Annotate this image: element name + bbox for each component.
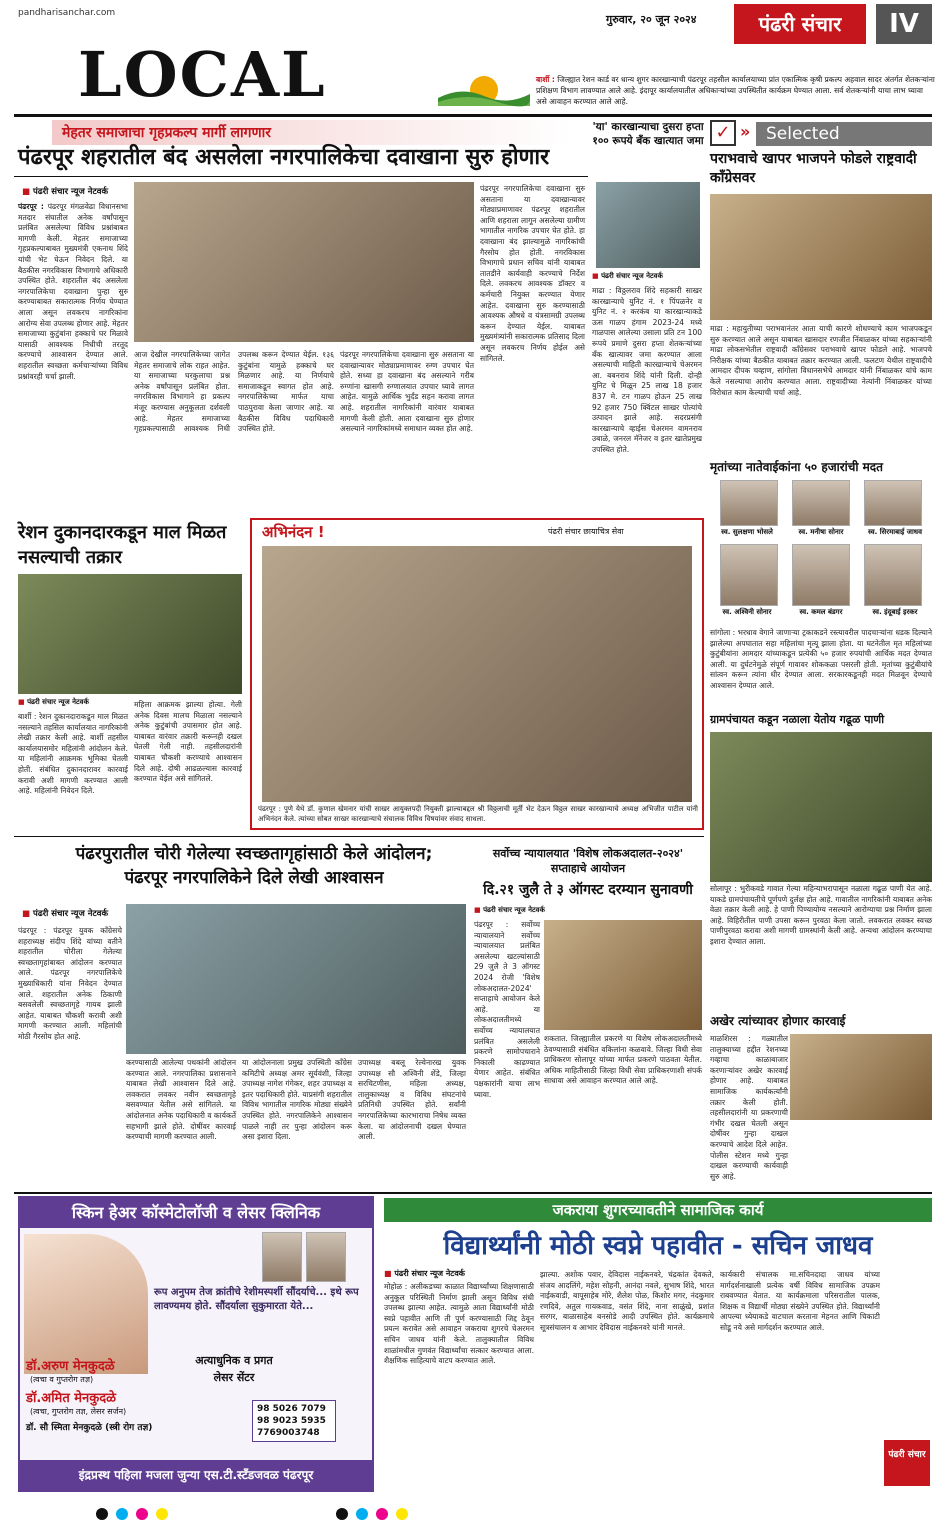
toilets-headline: पंढरपुरातील चोरी गेलेल्या स्वच्छतागृहांसाठी केले आंदोलन; पंढरपूर नगरपालिकेने दिले लेखी आश्वासन xyxy=(75,844,433,888)
toilets-photo xyxy=(126,904,466,1054)
lead-byline: ■ पंढरी संचार न्यूज नेटवर्क xyxy=(22,186,108,197)
registration-mark xyxy=(396,1508,408,1520)
farm-sun-icon xyxy=(438,64,530,106)
check-icon: ✓ xyxy=(710,120,736,146)
abhinandan-caption: पंढरपूर : पुणे येथे डॉ. कुणाल खेमनार यांची साखर आयुक्तपदी नियुक्ती झाल्याबद्दल श्री विठ्ठलाची मूर्ती भेट देऊन विठ्ठल साखर कारखान्याचे अध्यक्ष अभिजीत पाटील यांनी अभिनंदन केले. त्यांच्या सोबत साखर कारखान्याचे संचालक विविध विषयांवर संवाद साधला. xyxy=(258,805,698,823)
abhinandan-label: अभिनंदन ! xyxy=(262,523,325,541)
registration-mark xyxy=(376,1508,388,1520)
doctor-3: डॉ. सौ स्मिता मेनकुदळे (स्त्री रोग तज्ञ) xyxy=(26,1423,153,1433)
phone-3[interactable]: 7769003748 xyxy=(257,1428,320,1438)
ration-text-2: महिला आक्रमक झाल्या होत्या. गेली अनेक दिवस मालच मिळाला नसल्याने अनेक कुटुंबांची उपासमार होत आहे. याबाबत वारंवार तक्रारी करूनही दखल घेतली गेली नाही. तहसीलदारांनी याबाबत चौकशी करण्याचे आश्वासन दिले आहे. दोषी आढळल्यास कारवाई करण्यात येईल असे सांगितले. xyxy=(134,700,242,784)
model-photo xyxy=(24,1234,148,1374)
portrait-caption: स्व. अश्विनी सोनार xyxy=(722,608,772,616)
page-number: IV xyxy=(876,4,932,44)
doctor-1-sub: (त्वचा व गुप्तरोग तज्ञ) xyxy=(30,1375,94,1384)
lead-kicker: मेहतर समाजाचा गृहप्रकल्प मार्गी लागणार xyxy=(52,120,572,145)
doctor-photo xyxy=(262,1232,302,1282)
sugar-byline: ■ पंढरी संचार न्यूज नेटवर्क xyxy=(592,272,663,281)
gram-headline: ग्रामपंचायत कडून नळाला येतोय गढूळ पाणी xyxy=(710,713,885,726)
portrait xyxy=(864,544,922,606)
clinic-tagline: रूप अनुपम तेज क्रांतीचे रेशीमस्पर्शी सौंदर्याचे... इथे रूप लावण्यमय होते. सौंदर्याला सुकुमारता येते... xyxy=(154,1287,359,1312)
gram-text: सोलापूर : भुरीकवडे गावात गेल्या महिन्याभरापासून नळाला गढूळ पाणी येत आहे. याकडे ग्रामपंचायतीचे पूर्णपणे दुर्लक्ष होत आहे. गावातील नागरिकांनी याबाबत अनेक वेळा तक्रार केली आहे. हे पाणी पिण्यायोग्य नसल्याने आरोग्याचा प्रश्न निर्माण झाला आहे. विहिरीतील पाणी उपसा करून पुरवठा केला जातो. लवकरात लवकर स्वच्छ पाणीपुरवठा करावा अशी मागणी ग्रामस्थांनी केली आहे. अन्यथा आंदोलन करण्याचा इशारा देण्यात आला. xyxy=(710,884,932,946)
toilets-text-3: या आंदोलनाला प्रमुख उपस्थिती काँग्रेस कमिटीचे अध्यक्ष अमर सूर्यवंशी, जिल्हा उपाध्यक्ष नागेश गंगेकर, शहर उपाध्यक्ष व इतर पदाधिकारी होते. याप्रसंगी शहरातील विविध भागातील नागरिक मोठ्या संख्येने उपस्थित होते. नगरपालिकेने आश्वासन पाळले नाही तर पुन्हा आंदोलन करू असा इशारा दिला. xyxy=(242,1058,352,1142)
selected-text: माढा : महायुतीच्या पराभवानंतर आता याची कारणे शोधण्याचे काम भाजपकडून सुरु करण्यात आले असून याबाबत खासदार रणजीत निंबाळकर यांच्या सहकाऱ्यांनी माढा लोकसभेतील राष्ट्रवादी काँग्रेसवर पराभवाचे खापर फोडले आहे. भाजपचे निरीक्षक यांच्या बैठकीत याबाबत तक्रार करण्यात आली. फलटण येथील राष्ट्रवादीचे आमदार दीपक चव्हाण, सांगोला विधानसभेचे आमदार यांनी निंबाळकर यांचे काम केले नसल्याचा आरोप करण्यात आला. राष्ट्रवादीच्या नेत्यांनी निंबाळकर यांच्या विरोधात काम केल्याची चर्चा आहे. xyxy=(710,324,932,397)
clinic-address: इंद्रप्रस्थ पहिला मजला जुन्या एस.टी.स्टँडजवळ पंढरपूर xyxy=(20,1460,372,1490)
toilets-text-1: पंढरपूर : पंढरपूर युवक काँग्रेसचे शहराध्यक्ष संदीप शिंदे यांच्या वतीने शहरातील चोरीला गेलेल्या स्वच्छतागृहांबाबत आंदोलन करण्यात आले. पंढरपूर नगरपालिकेचे मुख्याधिकारी यांना निवेदन देण्यात आले. शहरातील अनेक ठिकाणी बसवलेली स्वच्छतागृहे गायब झाली आहेत. याबाबत चौकशी करावी अशी मागणी करण्यात आली. महिलांची मोठी गैरसोय होत आहे. xyxy=(18,926,122,1041)
lead-text-1 xyxy=(18,202,128,512)
lead-photo xyxy=(134,182,474,342)
sugar-text: माढा : विठ्ठलराव शिंदे सहकारी साखर कारखान्याचे युनिट नं. १ पिंपळनेर व युनिट नं. २ करकंब या कारखान्याकडे ऊस गाळप हंगाम 2023-24 मध्ये गाळपास आलेल्या उसाला प्रति टन 100 रूपये प्रमाणे दुसरा हप्ता शेतकऱ्यांच्या बँक खात्यावर जमा करण्यात आला असल्याची माहिती कारखान्याचे चेअरमन आ. बबनराव शिंदे यांनी दिली. दोन्ही युनिट चे मिळून 25 लाख 18 हजार 837 मे. टन गाळप होऊन 25 लाख 92 हजार 750 क्विंटल साखर पोत्यांचे उत्पादन झाले आहे. सदरप्रसंगी कारखान्याचे व्हाईस चेअरमन वामनराव उबाळे, जनरल मॅनेजर व इतर खातेप्रमुख उपस्थित होते. xyxy=(592,286,702,454)
jakaraya-text-1: मोहोळ : अलीकडच्या काळात विद्यार्थ्यांच्या शिक्षणासाठी अनुकूल परिस्थिती निर्माण झाली असून विविध संधी उपलब्ध झाल्या आहेत. त्यामुळे आता विद्यार्थ्यांनी मोठी स्वप्ने पहावीत आणि ती पूर्ण करण्यासाठी जिद्द ठेवून प्रयत्न करावेत असे आवाहन जकराया शुगरचे चेअरमन सचिन जाधव यांनी केले. तालुक्यातील विविध शाळांमधील गुणवंत विद्यार्थ्यांचा सत्कार करण्यात आला. शैक्षणिक साहित्याचे वाटप करण्यात आले. xyxy=(384,1282,534,1366)
abhinandan-photo xyxy=(262,546,692,802)
portrait-caption: स्व. सिरमाबाई जाधव xyxy=(867,528,922,536)
site-url[interactable]: pandharisanchar.com xyxy=(18,8,116,18)
phone-1[interactable]: 98 5026 7079 xyxy=(257,1404,326,1414)
laser-feature: अत्याधुनिक व प्रगत लेसर सेंटर xyxy=(195,1354,273,1384)
court-headline: दि.२१ जुलै ते ३ ऑगस्ट दरम्यान सुनावणी xyxy=(483,882,693,898)
brief-text: जिल्ह्यात रेशन कार्ड वर धान्य शुगर कारखान्याची पंढरपूर तहसील कार्यालयाच्या प्रांत एकात्मिक कृषी प्रकल्प अहवाल सादर अंतर्गत शेतकऱ्यांना प्रशिक्षण विभाग लावण्यात आले आहे. इंदापूर कार्यालयातील अधिकाऱ्यांच्या उपस्थितीत कार्यक्रम घेण्यात आला. सर्व शेतकऱ्यांनी याचा लाभ घ्यावा असे आवाहन करण्यात आले आहे. xyxy=(536,75,935,106)
brand-badge xyxy=(884,1440,930,1486)
lead-headline: पंढरपूर शहरातील बंद असलेला नगरपालिकेचा दवाखाना सुरु होणार xyxy=(18,145,550,170)
lead-text-4: पंढरपूर नगरपालिकेचा दवाखाना सुरु असताना या दवाखान्यावर मोठ्याप्रमाणावर रुग्ण उपचार घेत होते. सध्या हा दवाखाना बंद असल्याने गरीब रुग्णांना खासगी रुग्णालयात उपचार घ्यावे लागत आहेत. यामुळे आर्थिक भुर्दंड सहन करावा लागत आहे. शहरातील नागरिकांनी वारंवार याबाबत मागणी केली होती. आता दवाखाना सुरु होणार असल्याने नागरिकांमध्ये समाधान व्यक्त होत आहे. xyxy=(340,350,474,434)
phone-numbers[interactable] xyxy=(252,1400,336,1442)
portrait xyxy=(792,480,850,526)
registration-mark xyxy=(136,1508,148,1520)
ration-photo xyxy=(18,574,242,694)
court-byline: ■ पंढरी संचार न्यूज नेटवर्क xyxy=(474,906,545,915)
portrait-caption: स्व. इंदूबाई इरकर xyxy=(872,608,918,616)
lead-text-3: आज देखील नगरपालिकेच्या जागेत मेहतर समाजाचे लोक राहत आहेत. या समाजाच्या घरकुलाचा प्रश्न अनेक वर्षांपासून प्रलंबित होता. नगरविकास विभागाने हा प्रकल्प मंजूर करण्यास अनुकूलता दर्शवली आहे. मेहतर समाजाच्या गृहप्रकल्पासाठी आवश्यक निधी उपलब्ध करून देण्यात येईल. १३६ कुटुंबांना यामुळे हक्काचे घर मिळणार आहे. या निर्णयाचे समाजाकडून स्वागत होत आहे. नगरपालिकेच्या मार्फत याचा पाठपुरावा केला जाणार आहे. या बैठकीस विविध पदाधिकारी उपस्थित होते. xyxy=(134,350,334,434)
issue-date: गुरुवार, २० जून २०२४ xyxy=(606,13,697,26)
doctor-photo xyxy=(306,1232,346,1282)
portrait-caption: स्व. सुलक्षणा भोसले xyxy=(721,528,773,536)
karvai-headline: अखेर त्यांच्यावर होणार कारवाई xyxy=(710,1014,846,1028)
doctor-2-sub: (त्वचा, गुप्तरोग तज्ञ, लेसर सर्जन) xyxy=(30,1407,127,1416)
registration-mark xyxy=(336,1508,348,1520)
photo-credit: पंढरी संचार छायाचित्र सेवा xyxy=(548,527,624,536)
brand-badge-text: पंढरी संचार xyxy=(888,1450,926,1460)
portrait xyxy=(720,480,778,526)
portrait-caption: स्व. मनीषा सोनार xyxy=(798,528,844,536)
header-rule xyxy=(14,114,932,117)
karvai-photo xyxy=(790,1034,932,1120)
mortal-text: सांगोला : भरधाव वेगाने जाणाऱ्या ट्रकाकडने रस्त्यावरील पादचाऱ्यांना धडक दिल्याने झालेल्या अपघातात सहा महिलांचा मृत्यू झाला होता. या घटनेतील मृत महिलांच्या कुटुंबीयांना आमदार यांच्याकडून प्रत्येकी ५० हजार रुपयांची आर्थिक मदत देण्यात आली. या दुर्घटनेमुळे संपूर्ण गावावर शोककळा पसरली होती. मृतांच्या कुटुंबीयांचे सांत्वन करून त्यांना धीर देण्यात आला. सरकारकडूनही मदत मिळवून देण्याचे आश्वासन देण्यात आले. xyxy=(710,628,932,690)
gavel-photo xyxy=(544,920,702,1030)
registration-mark xyxy=(116,1508,128,1520)
selected-tag: Selected xyxy=(756,122,932,146)
jakaraya-text-3: कार्यकारी संचालक मा.सचिनदादा जाधव यांच्या मार्गदर्शनाखाली प्रत्येक वर्षी विविध सामाजिक उपक्रम राबवण्यात येतात. या कार्यक्रमाला परिसरातील पालक, शिक्षक व विद्यार्थी मोठ्या संख्येने उपस्थित होते. विद्यार्थ्यांनी आपल्या ध्येयाकडे वाटचाल करताना मेहनत आणि चिकाटी सोडू नये असे मार्गदर्शन करण्यात आले. xyxy=(720,1270,880,1332)
court-kicker: सर्वोच्च न्यायालयात 'विशेष लोकअदालत-२०२४' सप्ताहाचे आयोजन xyxy=(492,847,684,875)
ration-byline: ■ पंढरी संचार न्यूज नेटवर्क xyxy=(18,698,89,707)
registration-mark xyxy=(356,1508,368,1520)
lead-body-1: पंढरपूर मंगळवेढा विधानसभा मतदार संघातील अनेक वर्षांपासून प्रलंबित असलेल्या विविध प्रश्नांबाबत मागणी केली. मेहतर समाजाच्या गृहप्रकल्पाबाबत मुख्यमंत्री एकनाथ शिंदे यांची भेट घेऊन निवेदन दिले. या बैठकीस नगरविकास विभागाचे अधिकारी उपस्थित होते. शहरातील बंद असलेला नगरपालिकेचा दवाखाना पुन्हा सुरु करण्याबाबत सकारात्मक निर्णय घेण्यात आला असून लवकरच नागरिकांना आरोग्य सेवा उपलब्ध होणार आहे. मेहतर समाजाच्या कुटुंबांना हक्काचे घर मिळावे यासाठी आवश्यक निधीची तरतूद करण्याचे आश्वासन देण्यात आले. शहरातील स्वच्छता कर्मचाऱ्यांच्या विविध प्रश्नांवरही चर्चा झाली. xyxy=(18,202,128,381)
jakaraya-headline: विद्यार्थ्यांनी मोठी स्वप्ने पहावीत - सचिन जाधव xyxy=(443,1231,873,1261)
gram-photo xyxy=(710,732,932,882)
mid-rule xyxy=(14,836,704,837)
court-text-1: पंढरपूर : सर्वोच्च न्यायालयाने सर्वोच्च न्यायालयात प्रलंबित असलेल्या खटल्यांसाठी 29 जुलै ते 3 ऑगस्ट 2024 रोजी 'विशेष लोकअदालत-2024' सप्ताहाचे आयोजन केले आहे. या लोकअदालतीमध्ये सर्वोच्च न्यायालयात प्रलंबित असलेली प्रकरणे सामोपचाराने निकाली काढण्यात येणार आहेत. संबंधित पक्षकारांनी याचा लाभ घ्यावा. xyxy=(474,920,540,1099)
toilets-text-4: उपाध्यक्ष बबलू रेल्वेनारख युवक उपाध्यक्ष सौ अश्विनी शेंडे, जिल्हा सरचिटणीस, महिला अध्यक्ष, तालुकाध्यक्ष व विविध संघटनांचे प्रतिनिधी उपस्थित होते. सर्वांनी नगरपालिकेच्या कारभाराचा निषेध व्यक्त केला. या आंदोलनाची दखल घेण्यात आली. xyxy=(358,1058,466,1142)
selected-photo xyxy=(710,194,932,320)
lead-text-2: पंढरपूर नगरपालिकेचा दवाखाना सुरु असताना या दवाखान्यावर मोठ्याप्रमाणावर पंढरपूर शहरातील आणि शहराला लागून असलेल्या ग्रामीण भागातील नागरिक उपचार घेत होते. हा दवाखाना बंद झाल्यामुळे नागरिकांची गैरसोय होत होती. नगरविकास विभागाचे प्रधान सचिव यांनी याबाबत तातडीने कार्यवाही करण्याचे निर्देश दिले. लवकरच आवश्यक डॉक्टर व कर्मचारी नियुक्त करण्यात येणार आहेत. दवाखाना सुरु करण्यासाठी आवश्यक औषधे व यंत्रसामग्री उपलब्ध करून देण्यात येईल. याबाबत मुख्यमंत्र्यांनी सकारात्मक प्रतिसाद दिला असून लवकरच निर्णय होईल असे सांगितले. xyxy=(480,184,585,363)
mortal-headline: मृतांच्या नातेवाईकांना ५० हजारांची मदत xyxy=(710,460,884,474)
portrait xyxy=(864,480,922,526)
phone-2[interactable]: 98 9023 5935 xyxy=(257,1416,326,1426)
jakaraya-text-2: झाल्या. अशोक पवार, देविदास नाईकनवरे, चंद्रकांत देवकते, संजय आदलिंगे, महेश सोहनी, आनंदा नवले, सुभाष शिंदे, भारत नाईकवाडी, बापूसाहेब मोरे, शैलेश पोळ, किशोर मगर, नंदकुमार रणदिवे, अतुल गायकवाड, वसंत शिंदे, नाना साळुंखे, प्रशांत सरगर, बाळासाहेब बनसोडे आदी उपस्थित होते. कार्यक्रमाचे सूत्रसंचालन व आभार देविदास नाईकनवरे यांनी मानले. xyxy=(540,1270,714,1332)
court-text-2: शकतात. जिल्ह्यातील प्रकरणे या विशेष लोकअदालतीमध्ये ठेवण्यासाठी संबंधित वकिलांना कळवावे. जिल्हा विधी सेवा प्राधिकरण सोलापूर यांच्या मार्फत प्रकरणे पाठवता येतील. अधिक माहितीसाठी जिल्हा विधी सेवा प्राधिकरणाशी संपर्क साधावा असे आवाहन करण्यात आले आहे. xyxy=(544,1034,702,1086)
karvai-text: माळशिरस : गळ्यातील तालुक्याच्या हद्दीत रेशनच्या गव्हाचा काळाबाजार करणाऱ्यांवर अखेर कारवाई होणार आहे. याबाबत सामाजिक कार्यकर्त्यांनी तक्रार केली होती. तहसीलदारांनी या प्रकरणाची गंभीर दखल घेतली असून दोषींवर गुन्हा दाखल करण्याचे आदेश दिले आहेत. पोलीस स्टेशन मध्ये गुन्हा दाखल करण्याची कार्यवाही सुरु आहे. xyxy=(710,1034,788,1181)
selected-headline: पराभवाचे खापर भाजपने फोडले राष्ट्रवादी काँग्रेसवर xyxy=(710,151,917,186)
clinic-ad-title: स्किन हेअर कॉस्मेटोलॉजी व लेसर क्लिनिक xyxy=(20,1198,372,1228)
jakaraya-banner: जकराया शुगरच्यावतीने सामाजिक कार्य xyxy=(384,1198,932,1222)
toilets-text-2: करण्यासाठी आलेल्या पथकांनी आंदोलन करण्यात आले. नगरपालिका प्रशासनाने याबाबत लेखी आश्वासन दिले आहे. लवकरात लवकर नवीन स्वच्छतागृहे बसवण्यात येतील असे सांगितले. या आंदोलनात अनेक पदाधिकारी व कार्यकर्ते सहभागी झाले होते. दोषींवर कारवाई करण्याची मागणी करण्यात आली. xyxy=(126,1058,236,1142)
portrait xyxy=(720,544,778,606)
lead-place: पंढरपूर : xyxy=(18,202,44,211)
ration-text-1: बार्शी : रेशन दुकानदाराकडून माल मिळत नसल्याने तहसिल कार्यालयात नागरिकांनी लेखी तक्रार केली आहे. बार्शी तहसील कार्यालयासमोर महिलांनी आंदोलन केले. या महिलांनी आक्रमक भूमिका घेतली होती. संबंधित दुकानदारावर कारवाई करावी अशी मागणी करण्यात आली आहे. महिलांनी निवेदन दिले. xyxy=(18,712,128,796)
doctor-2: डॉ.अमित मेनकुदळे xyxy=(26,1391,117,1406)
ration-headline: रेशन दुकानदारकडून माल मिळत नसल्याची तक्रार xyxy=(18,522,227,568)
sugar-photo xyxy=(596,182,700,268)
registration-mark xyxy=(156,1508,168,1520)
portrait-caption: स्व. कमल बंडगर xyxy=(799,608,843,616)
portrait xyxy=(792,544,850,606)
bottom-rule xyxy=(14,1192,932,1194)
brief-label: बार्शी : xyxy=(536,75,555,84)
news-brief xyxy=(536,74,936,107)
lead-rule xyxy=(14,176,588,177)
chevrons-icon: » xyxy=(740,122,751,141)
toilets-byline: ■ पंढरी संचार न्यूज नेटवर्क xyxy=(22,908,108,919)
doctor-1: डॉ.अरुण मेनकुदळे xyxy=(26,1359,115,1374)
jakaraya-byline: ■ पंढरी संचार न्यूज नेटवर्क xyxy=(384,1268,465,1279)
mortal-portraits xyxy=(710,480,932,626)
registration-mark xyxy=(96,1508,108,1520)
brand-logo: पंढरी संचार xyxy=(734,4,866,44)
section-title: LOCAL xyxy=(78,38,327,111)
sugar-headline: 'या' कारखान्याचा दुसरा हप्ता १०० रूपये बँक खात्यात जमा xyxy=(592,121,704,147)
